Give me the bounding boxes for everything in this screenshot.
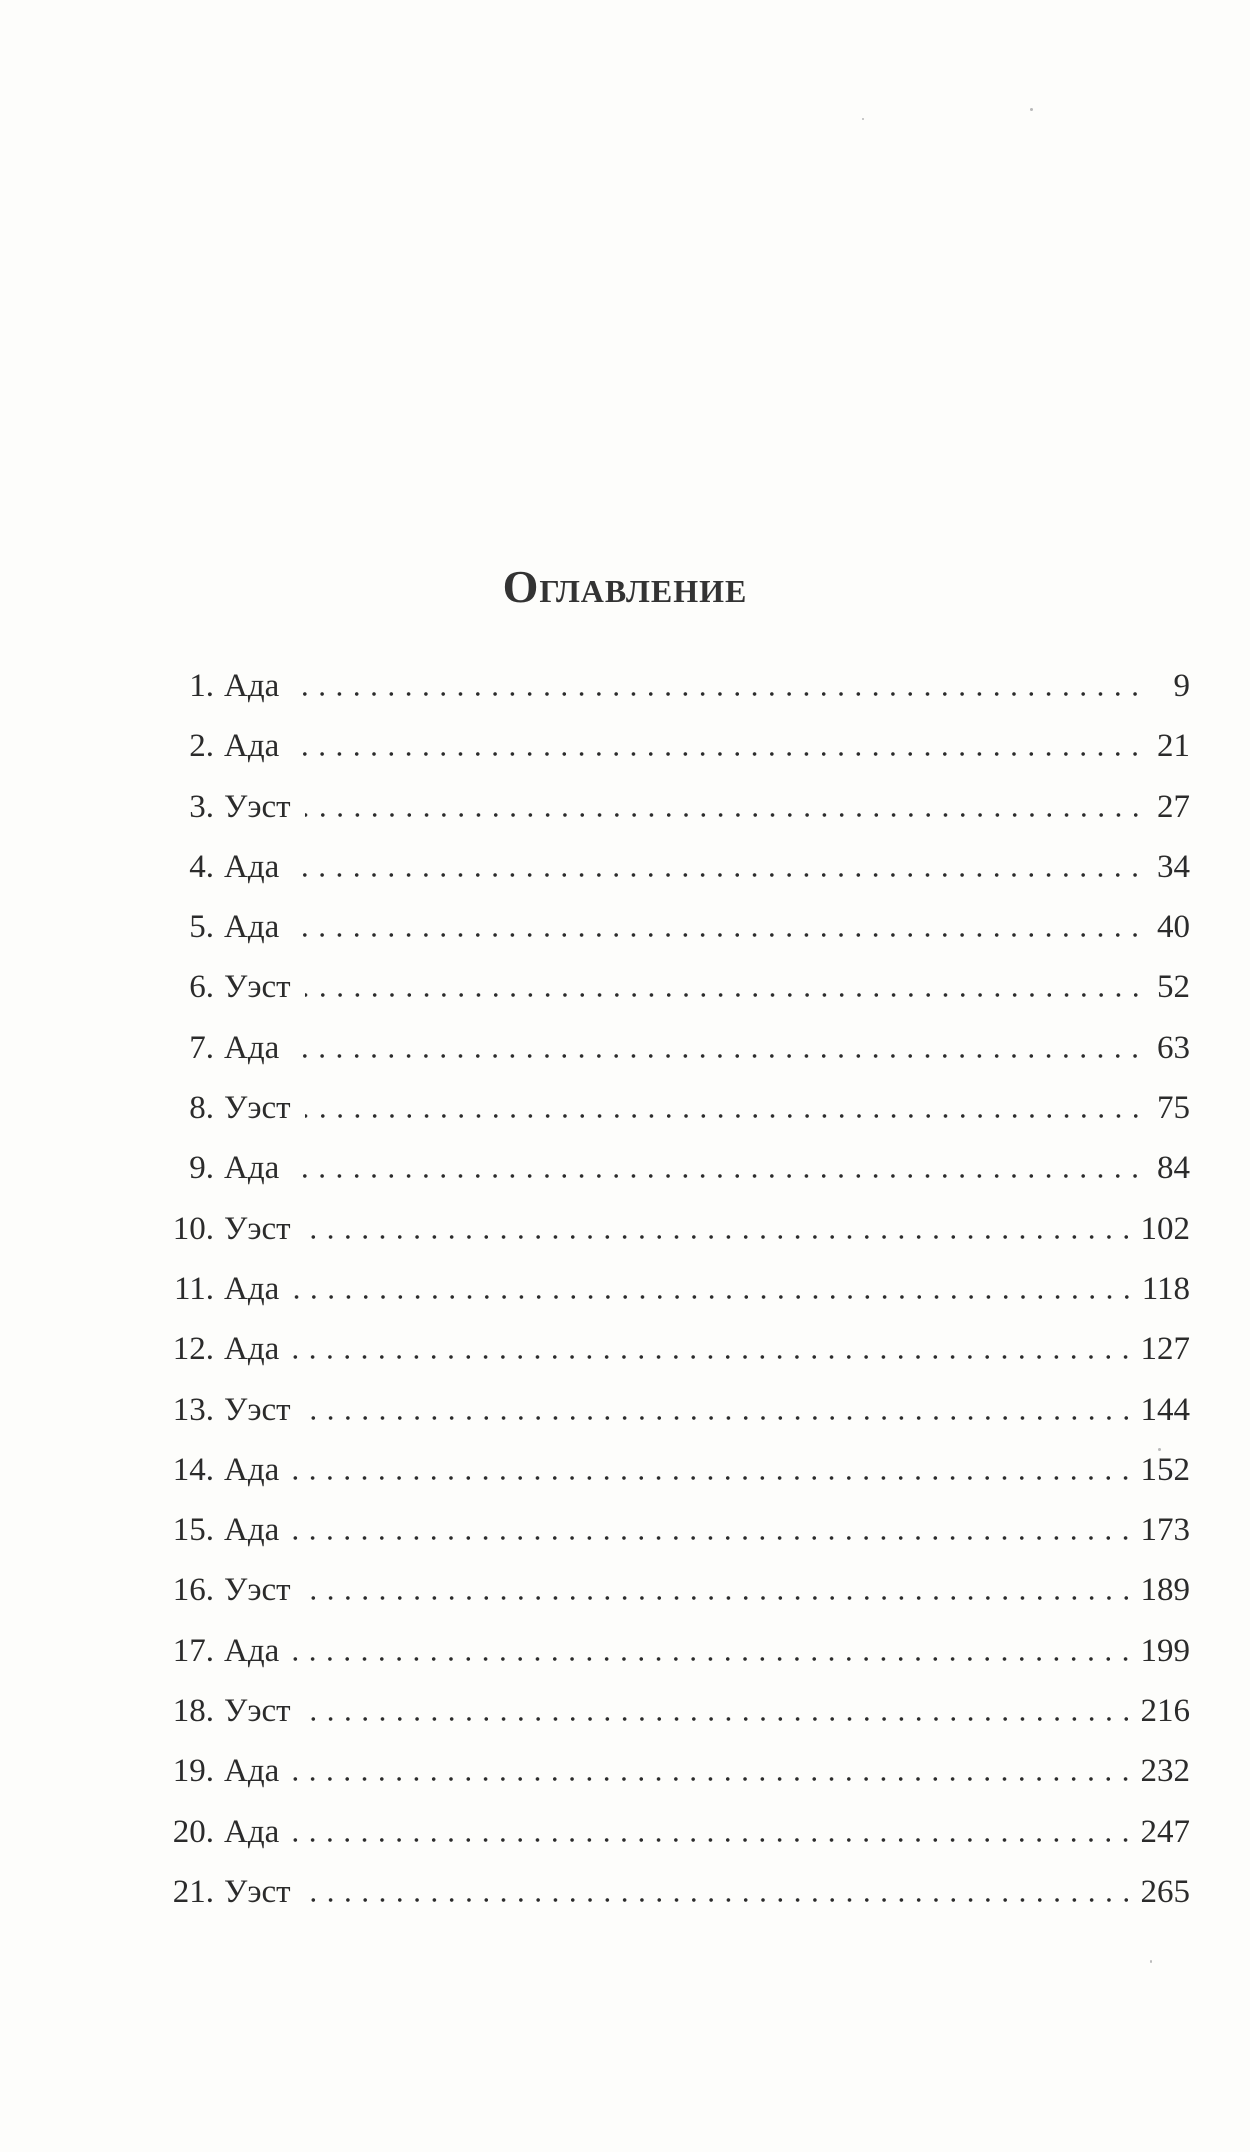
page-number: 52 [1157,969,1190,1006]
chapter-number: 10. [172,1210,214,1247]
dot-leader [293,692,1144,696]
page-number: 84 [1157,1150,1190,1187]
toc-entry [160,1572,1190,1632]
chapter-number: 2. [189,728,214,765]
page-number: 152 [1140,1451,1190,1488]
dot-leader [293,1476,1134,1480]
dot-leader [293,873,1144,877]
chapter-title: Ада [224,1029,280,1066]
toc-entry [160,1512,1190,1572]
chapter-title: Уэст [224,969,291,1006]
scan-speck [862,118,864,120]
chapter-title: Уэст [224,788,291,825]
page-number: 27 [1157,788,1190,825]
chapter-title: Ада [224,1270,280,1307]
dot-leader [293,752,1144,756]
chapter-title: Ада [224,1150,280,1187]
page-number: 173 [1140,1512,1190,1549]
toc-heading: Оглавление [502,561,748,612]
toc-entry [160,728,1190,788]
toc-entry [160,1392,1190,1452]
chapter-title: Ада [224,1753,280,1790]
chapter-title: Ада [224,1632,280,1669]
dot-leader [293,933,1144,937]
toc-entry [160,1814,1190,1874]
chapter-number: 18. [172,1693,214,1730]
page-number: 144 [1140,1391,1190,1428]
dot-leader [293,1838,1134,1842]
page-number: 118 [1141,1270,1190,1307]
toc-list [160,668,1190,1934]
chapter-number: 15. [172,1512,214,1549]
chapter-title: Уэст [224,1572,291,1609]
dot-leader [293,1054,1144,1058]
toc-entry [160,1753,1190,1813]
chapter-number: 11. [173,1270,214,1307]
chapter-title: Уэст [224,1210,291,1247]
dot-leader [305,1114,1144,1118]
toc-entry [160,1331,1190,1391]
dot-leader [305,1416,1135,1420]
chapter-number: 19. [172,1753,214,1790]
toc-entry [160,1150,1190,1210]
toc-entry [160,1874,1190,1934]
toc-entry [160,969,1190,1029]
chapter-number: 16. [172,1572,214,1609]
toc-entry [160,1090,1190,1150]
page-number: 34 [1157,848,1190,885]
page-number: 75 [1157,1090,1190,1127]
toc-entry [160,1271,1190,1331]
chapter-number: 9. [189,1150,214,1187]
chapter-title: Уэст [224,1873,291,1910]
toc-entry [160,1211,1190,1271]
chapter-title: Ада [224,1512,280,1549]
chapter-title: Ада [224,1331,280,1368]
dot-leader [305,1898,1135,1902]
page-number: 40 [1157,909,1190,946]
dot-leader [293,1355,1134,1359]
chapter-title: Ада [224,1451,280,1488]
chapter-title: Уэст [224,1391,291,1428]
dot-leader [305,1235,1135,1239]
toc-entry [160,1030,1190,1090]
page-number: 199 [1140,1632,1190,1669]
chapter-number: 17. [172,1632,214,1669]
chapter-number: 1. [189,668,214,704]
toc-entry [160,1693,1190,1753]
dot-leader [305,993,1144,997]
chapter-number: 13. [172,1391,214,1428]
toc-entry [160,668,1190,728]
toc-entry [160,909,1190,969]
chapter-title: Уэст [224,1090,291,1127]
dot-leader [305,1596,1135,1600]
chapter-number: 4. [189,848,214,885]
page-number: 265 [1140,1873,1190,1910]
chapter-title: Ада [224,848,280,885]
dot-leader [293,1536,1134,1540]
dot-leader [305,813,1144,817]
scan-speck [1030,108,1033,111]
page-number: 189 [1140,1572,1190,1609]
chapter-title: Ада [224,909,280,946]
page-number: 63 [1157,1029,1190,1066]
page-number: 216 [1140,1693,1190,1730]
dot-leader [293,1174,1144,1178]
chapter-number: 3. [189,788,214,825]
chapter-number: 21. [172,1873,214,1910]
chapter-title: Ада [224,728,280,765]
page-number: 102 [1140,1210,1190,1247]
chapter-number: 6. [189,969,214,1006]
dot-leader [293,1657,1134,1661]
dot-leader [293,1295,1135,1299]
chapter-title: Ада [224,1813,280,1850]
dot-leader [305,1717,1135,1721]
chapter-number: 7. [189,1029,214,1066]
chapter-number: 14. [172,1451,214,1488]
chapter-number: 8. [189,1090,214,1127]
chapter-title: Ада [224,668,280,704]
page-number: 9 [1173,668,1190,704]
page-number: 232 [1140,1753,1190,1790]
toc-entry [160,1452,1190,1512]
page-number: 21 [1157,728,1190,765]
chapter-number: 20. [172,1813,214,1850]
dot-leader [293,1777,1134,1781]
toc-entry [160,849,1190,909]
scan-speck [1150,1960,1152,1963]
chapter-title: Уэст [224,1693,291,1730]
page-number: 127 [1140,1331,1190,1368]
chapter-number: 5. [189,909,214,946]
page-number: 247 [1140,1813,1190,1850]
toc-entry [160,1633,1190,1693]
chapter-number: 12. [172,1331,214,1368]
toc-entry [160,789,1190,849]
